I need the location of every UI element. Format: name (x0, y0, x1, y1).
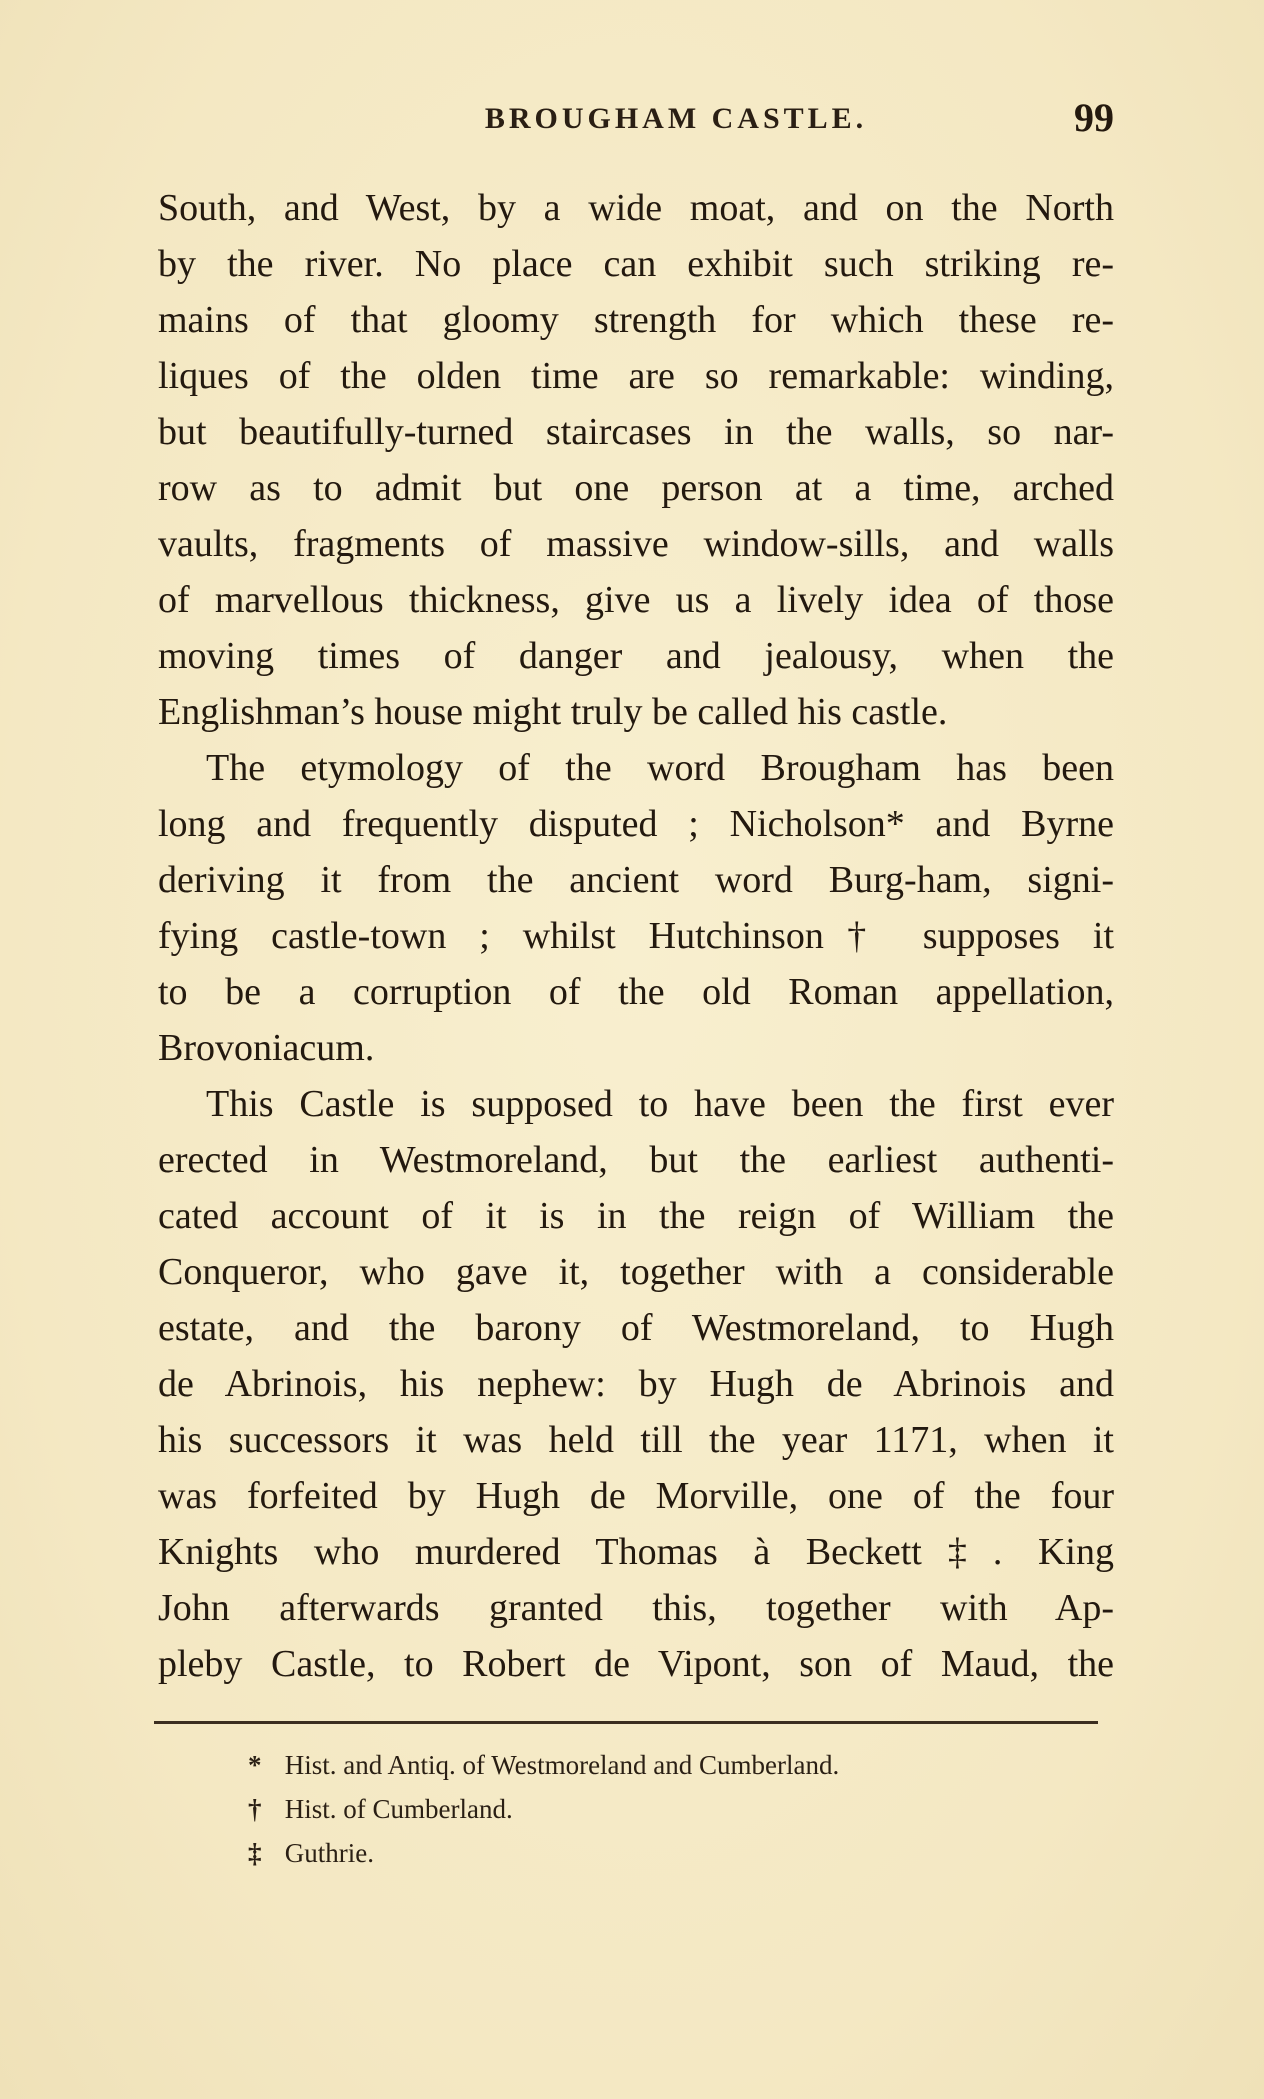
text-line: to be a corruption of the old Roman appellation, (158, 971, 1114, 1013)
footnote-text: Hist. and Antiq. of Westmoreland and Cumberland. (284, 1750, 840, 1780)
footnote (248, 1787, 1068, 1831)
page-number: 99 (1074, 95, 1114, 140)
text-line: The etymology of the word Brougham has been (206, 747, 1114, 789)
text-line: estate, and the barony of Westmoreland, to Hugh (158, 1307, 1114, 1349)
text-line: Knights who murdered Thomas à Beckett‡. King (158, 1531, 1114, 1573)
text-line: was forfeited by Hugh de Morville, one of the four (158, 1475, 1114, 1517)
text-line: This Castle is supposed to have been the first ever (206, 1083, 1114, 1125)
text-line: fying castle-town ; whilst Hutchinson† supposes it (158, 915, 1114, 957)
text-line: by the river. No place can exhibit such striking re- (158, 243, 1114, 285)
text-line: vaults, fragments of massive window-sills, and walls (158, 523, 1114, 565)
text-line: deriving it from the ancient word Burg-ham, signi- (158, 859, 1114, 901)
text-line: row as to admit but one person at a time, arched (158, 467, 1114, 509)
footnote (248, 1831, 1068, 1875)
footnote-rule (154, 1721, 1098, 1724)
text-line: de Abrinois, his nephew: by Hugh de Abrinois and (158, 1363, 1114, 1405)
text-line: of marvellous thickness, give us a lively idea of those (158, 579, 1114, 621)
footnotes (248, 1743, 1068, 1875)
text-line: mains of that gloomy strength for which these re- (158, 299, 1114, 341)
footnote-mark: † (248, 1794, 262, 1824)
page-header (158, 94, 1114, 144)
text-line: liques of the olden time are so remarkable: winding, (158, 355, 1114, 397)
text-line: Conqueror, who gave it, together with a considerable (158, 1251, 1114, 1293)
text-line: pleby Castle, to Robert de Vipont, son of Maud, the (158, 1643, 1114, 1685)
footnote-text: Hist. of Cumberland. (284, 1794, 513, 1824)
footnote (248, 1743, 1068, 1787)
text-line: South, and West, by a wide moat, and on the North (158, 187, 1114, 229)
text-line: but beautifully-turned staircases in the walls, so nar- (158, 411, 1114, 453)
footnote-mark: * (248, 1750, 262, 1780)
text-line: long and frequently disputed ; Nicholson* and Byrne (158, 803, 1114, 845)
text-line: his successors it was held till the year 1171, when it (158, 1419, 1114, 1461)
body-text (158, 180, 1114, 1692)
text-line: moving times of danger and jealousy, when the (158, 635, 1114, 677)
text-line: Englishman’s house might truly be called his castle. (158, 691, 948, 733)
text-line: Brovoniacum. (158, 1027, 375, 1069)
text-line: cated account of it is in the reign of William the (158, 1195, 1114, 1237)
footnote-text: Guthrie. (284, 1838, 374, 1868)
running-title: BROUGHAM CASTLE. (484, 102, 868, 135)
footnote-mark: ‡ (248, 1838, 262, 1868)
text-line: John afterwards granted this, together with Ap- (158, 1587, 1114, 1629)
text-line: erected in Westmoreland, but the earliest authenti- (158, 1139, 1114, 1181)
